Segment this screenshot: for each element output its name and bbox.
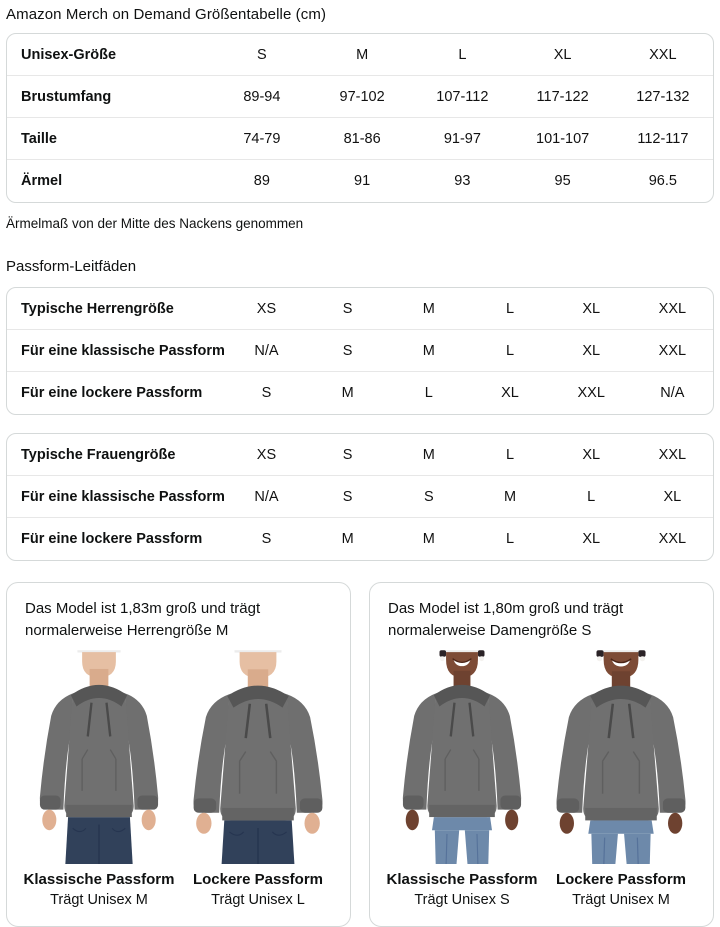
female-model-card [369, 582, 714, 927]
fit-size: S [261, 531, 272, 547]
fit-size: M [422, 531, 435, 547]
male-hoodie-illustration [183, 650, 333, 864]
size-header: XXL [649, 46, 677, 63]
fit-guides-heading: Passform-Leitfäden [6, 258, 137, 275]
table-row [7, 330, 713, 372]
women-fit-table [6, 433, 714, 561]
fit-size: L [505, 446, 515, 463]
fit-size: XXL [658, 342, 687, 359]
fit-size: XL [663, 488, 682, 505]
row-label: Für eine lockere Passform [21, 385, 203, 401]
female-loose-fit-figure [543, 650, 699, 911]
measure-value: 93 [454, 173, 471, 189]
fit-caption: Klassische Passform [23, 871, 175, 888]
fit-size: M [422, 342, 435, 359]
page-title: Amazon Merch on Demand Größentabelle (cm) [6, 6, 327, 23]
female-hoodie-illustration [546, 650, 696, 864]
measure-value: 89 [253, 173, 270, 189]
fit-size: XL [501, 385, 519, 401]
male-model-card [6, 582, 351, 927]
fit-size: M [503, 488, 517, 505]
table-row-chest [7, 76, 713, 118]
fit-caption: Klassische Passform [386, 871, 538, 888]
unisex-size-table [6, 33, 714, 203]
size-header: XL [553, 46, 572, 63]
male-classic-model-photo [24, 650, 174, 864]
fit-caption: Lockere Passform [192, 871, 324, 888]
row-label: Typische Frauengröße [21, 446, 176, 463]
measure-value: 89-94 [243, 88, 281, 105]
fit-size: M [341, 385, 354, 401]
fit-size: L [505, 300, 515, 317]
table-row [7, 372, 713, 414]
row-label: Unisex-Größe [21, 46, 117, 63]
fit-size: S [342, 446, 353, 463]
size-caption: Trägt Unisex S [414, 892, 510, 908]
model-cards-row [6, 582, 714, 927]
measure-value: 81-86 [343, 130, 381, 147]
fit-size: L [505, 531, 515, 547]
table-row [7, 434, 713, 476]
row-label: Für eine lockere Passform [21, 531, 203, 547]
size-caption: Trägt Unisex L [211, 892, 305, 908]
fit-size: N/A [660, 385, 685, 401]
fit-size: N/A [254, 488, 279, 505]
fit-size: S [342, 300, 353, 317]
measure-value: 107-112 [436, 88, 489, 105]
row-label: Für eine klassische Passform [21, 488, 225, 505]
fit-size: S [261, 385, 272, 401]
measure-value: 112-117 [637, 130, 689, 147]
table-row [7, 288, 713, 330]
measure-value: 127-132 [636, 88, 690, 105]
row-label: Taille [21, 130, 57, 147]
table-row [7, 518, 713, 560]
size-caption: Trägt Unisex M [572, 892, 670, 908]
model-card-title: Das Model ist 1,83m groß und trägt normalerweise Herrengröße M [25, 600, 261, 639]
fit-size: XS [256, 300, 277, 317]
size-header: S [257, 46, 267, 63]
measure-value: 97-102 [339, 88, 385, 105]
model-card-title: Das Model ist 1,80m groß und trägt normalerweise Damengröße S [388, 600, 624, 639]
row-label: Für eine klassische Passform [21, 342, 225, 359]
male-classic-fit-figure [21, 650, 177, 911]
table-row [7, 476, 713, 518]
fit-size: N/A [254, 342, 279, 359]
fit-size: XXL [577, 385, 605, 401]
table-row-waist [7, 118, 713, 160]
fit-size: XXL [658, 531, 687, 547]
female-classic-model-photo [387, 650, 537, 864]
fit-size: M [341, 531, 354, 547]
fit-size: S [342, 342, 353, 359]
figures-row [21, 650, 336, 911]
sleeve-measure-note: Ärmelmaß von der Mitte des Nackens genommen [6, 216, 304, 231]
fit-caption: Lockere Passform [555, 871, 687, 888]
male-loose-model-photo [183, 650, 333, 864]
measure-value: 91-97 [443, 130, 481, 147]
fit-size: L [505, 342, 515, 359]
fit-size: M [422, 446, 435, 463]
female-classic-fit-figure [384, 650, 540, 911]
measure-value: 91 [354, 173, 371, 189]
row-label: Typische Herrengröße [21, 300, 174, 317]
fit-size: XL [582, 300, 601, 317]
female-loose-model-photo [546, 650, 696, 864]
size-header: L [458, 46, 467, 63]
fit-size: XXL [658, 300, 687, 317]
measure-value: 95 [554, 173, 571, 189]
size-header: M [356, 46, 369, 63]
measure-value: 101-107 [536, 130, 590, 147]
fit-size: XXL [658, 446, 687, 463]
row-label: Brustumfang [21, 88, 112, 105]
fit-size: L [587, 488, 596, 505]
men-fit-table [6, 287, 714, 415]
table-header-row [7, 34, 713, 76]
male-hoodie-illustration [24, 650, 174, 864]
row-label: Ärmel [21, 173, 63, 189]
measure-value: 74-79 [243, 130, 281, 147]
male-loose-fit-figure [180, 650, 336, 911]
measure-value: 96.5 [648, 173, 677, 189]
table-row-sleeve [7, 160, 713, 202]
fit-size: XL [582, 531, 601, 547]
fit-size: XL [582, 446, 601, 463]
fit-size: L [424, 385, 433, 401]
fit-size: M [422, 300, 435, 317]
figures-row [384, 650, 699, 911]
measure-value: 117-122 [536, 88, 589, 105]
female-hoodie-illustration [387, 650, 537, 864]
fit-size: XS [256, 446, 277, 463]
size-caption: Trägt Unisex M [50, 892, 148, 908]
fit-size: S [423, 488, 434, 505]
fit-size: XL [582, 342, 601, 359]
fit-size: S [342, 488, 353, 505]
